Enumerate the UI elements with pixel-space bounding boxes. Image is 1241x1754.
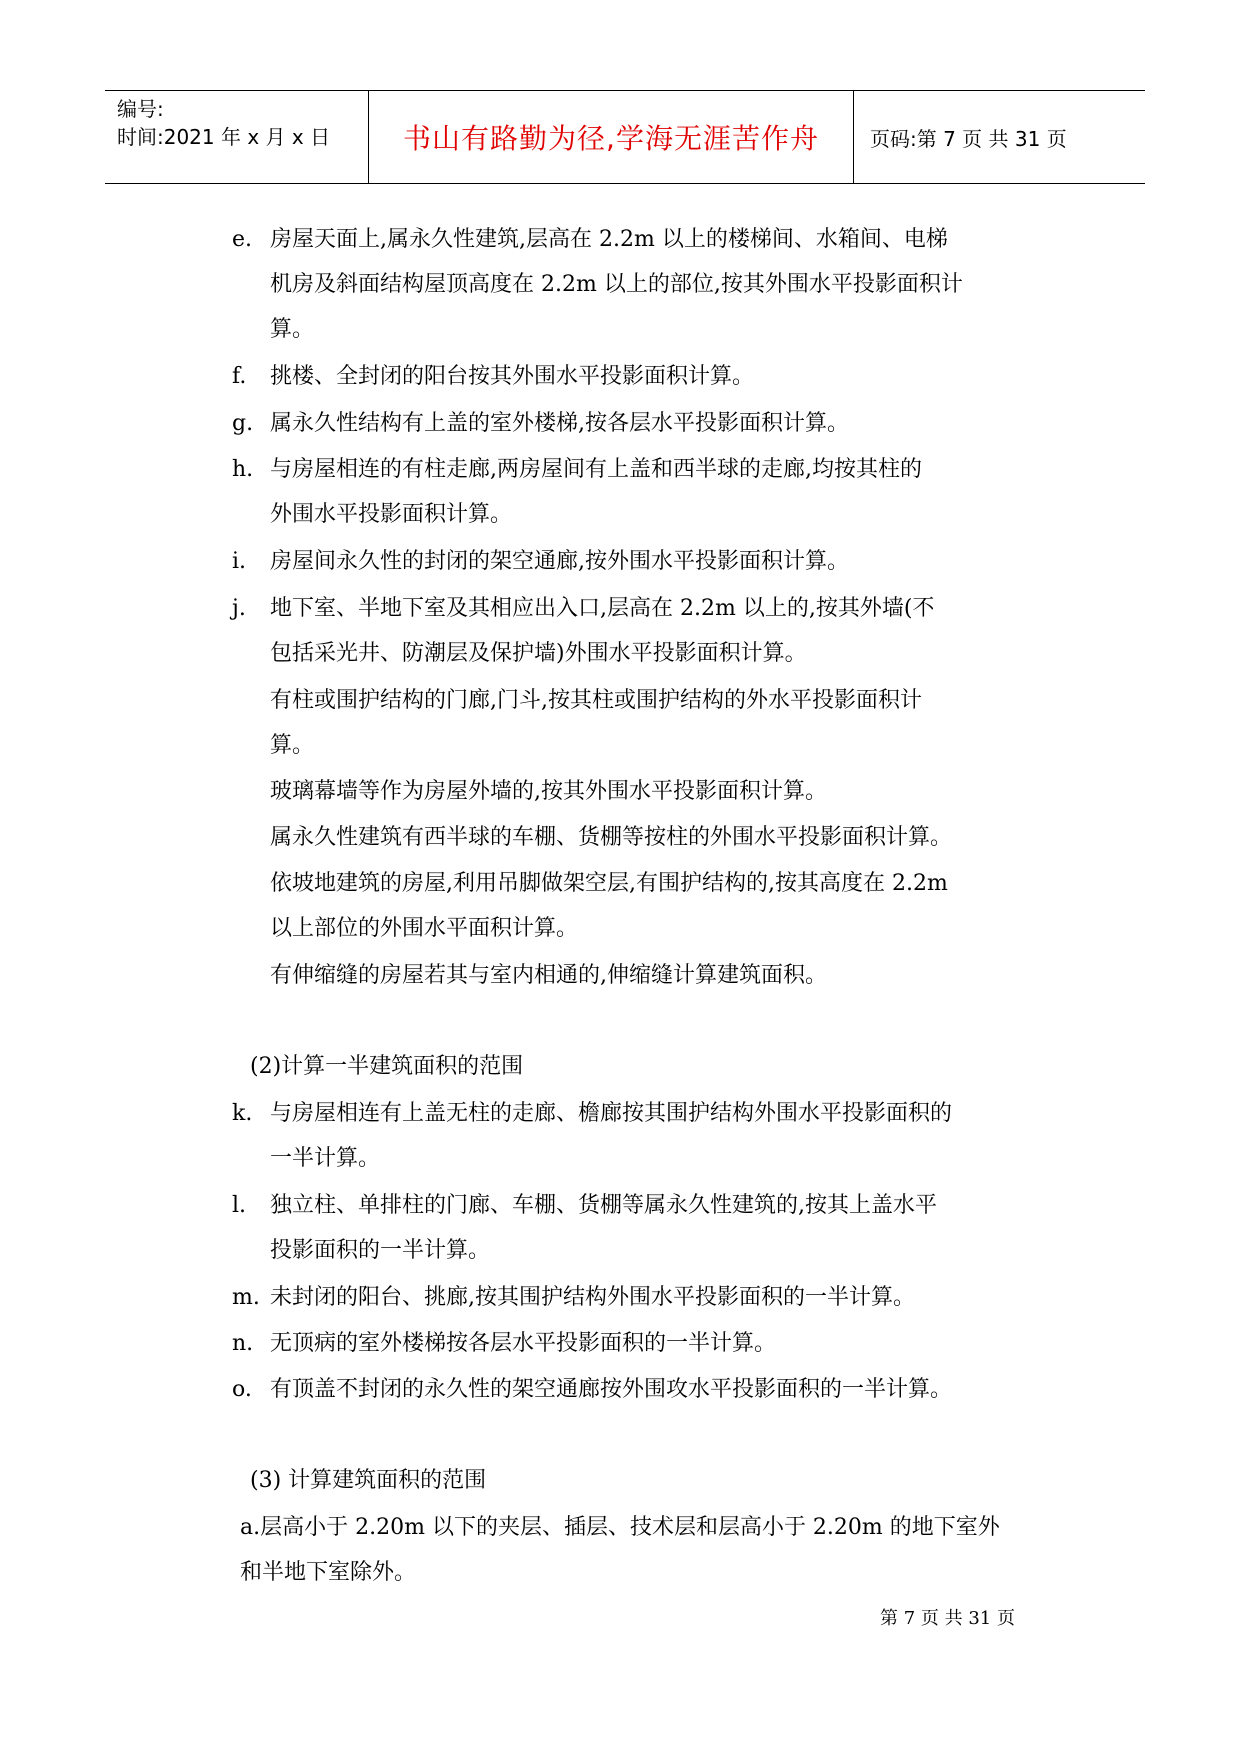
paragraph-text: 未封闭的阳台、挑廊,按其围护结构外围水平投影面积的一半计算。 bbox=[270, 1285, 915, 1310]
list-item-f bbox=[232, 362, 754, 392]
list-marker: e. bbox=[232, 227, 253, 252]
paragraph-line: 有伸缩缝的房屋若其与室内相通的,伸缩缝计算建筑面积。 bbox=[270, 963, 827, 988]
header-page-code: 页码:第 7 页 共 31 页 bbox=[870, 126, 1067, 151]
list-item-l bbox=[232, 1191, 937, 1221]
paragraph-line: 以上部位的外围水平面积计算。 bbox=[270, 916, 579, 941]
list-marker: o. bbox=[232, 1377, 252, 1402]
list-item-i bbox=[232, 547, 849, 577]
paragraph-text: 属永久性结构有上盖的室外楼梯,按各层水平投影面积计算。 bbox=[270, 411, 849, 436]
list-item-e bbox=[232, 225, 948, 255]
paragraph-text: 独立柱、单排柱的门廊、车棚、货棚等属永久性建筑的,按其上盖水平 bbox=[270, 1193, 937, 1218]
paragraph-line: 一半计算。 bbox=[270, 1146, 381, 1171]
paragraph-text: 房屋间永久性的封闭的架空通廊,按外围水平投影面积计算。 bbox=[270, 549, 849, 574]
list-item-m bbox=[232, 1283, 915, 1313]
list-marker: g. bbox=[232, 411, 254, 436]
paragraph-line: 算。 bbox=[270, 317, 315, 342]
paragraph-text: 挑楼、全封闭的阳台按其外围水平投影面积计算。 bbox=[270, 364, 755, 389]
list-marker: l. bbox=[232, 1193, 247, 1218]
list-marker: j. bbox=[232, 596, 246, 621]
paragraph-text: 有顶盖不封闭的永久性的架空通廊按外围攻水平投影面积的一半计算。 bbox=[270, 1377, 953, 1402]
list-item-n bbox=[232, 1329, 776, 1359]
list-marker: k. bbox=[232, 1101, 253, 1126]
doc-time-label: 时间:2021 年 x 月 x 日 bbox=[117, 125, 331, 149]
paragraph-line: 投影面积的一半计算。 bbox=[270, 1238, 491, 1263]
header-info-cell bbox=[105, 91, 369, 183]
doc-number-label: 编号: bbox=[117, 97, 164, 121]
list-marker: m. bbox=[232, 1285, 260, 1310]
page-footer: 第 7 页 共 31 页 bbox=[880, 1608, 1015, 1629]
list-item-k bbox=[232, 1099, 952, 1129]
paragraph-line: 依坡地建筑的房屋,利用吊脚做架空层,有围护结构的,按其高度在 2.2m bbox=[270, 871, 948, 896]
paragraph-line: 属永久性建筑有西半球的车棚、货棚等按柱的外围水平投影面积计算。 bbox=[270, 825, 953, 850]
paragraph-line: 包括采光井、防潮层及保护墙)外围水平投影面积计算。 bbox=[270, 641, 807, 666]
header-page-cell bbox=[854, 91, 1145, 183]
paragraph-text: 房屋天面上,属永久性建筑,层高在 2.2m 以上的楼梯间、水箱间、电梯 bbox=[270, 227, 948, 252]
list-marker: n. bbox=[232, 1331, 254, 1356]
list-item-h bbox=[232, 455, 922, 485]
paragraph-text: 地下室、半地下室及其相应出入口,层高在 2.2m 以上的,按其外墙(不 bbox=[270, 596, 935, 621]
section-heading-2: (2)计算一半建筑面积的范围 bbox=[250, 1054, 524, 1079]
list-item-o bbox=[232, 1375, 952, 1405]
list-marker: h. bbox=[232, 457, 254, 482]
paragraph-line: 机房及斜面结构屋顶高度在 2.2m 以上的部位,按其外围水平投影面积计 bbox=[270, 272, 963, 297]
page-header bbox=[105, 90, 1145, 184]
list-item-g bbox=[232, 409, 849, 439]
paragraph-line: a.层高小于 2.20m 以下的夹层、插层、技术层和层高小于 2.20m 的地下室外 bbox=[240, 1515, 1000, 1540]
paragraph-line: 算。 bbox=[270, 733, 315, 758]
list-item-j bbox=[232, 594, 934, 624]
paragraph-line: 有柱或围护结构的门廊,门斗,按其柱或围护结构的外水平投影面积计 bbox=[270, 688, 922, 713]
paragraph-line: 外围水平投影面积计算。 bbox=[270, 502, 513, 527]
section-heading-3: (3) 计算建筑面积的范围 bbox=[250, 1468, 487, 1493]
paragraph-line: 和半地下室除外。 bbox=[240, 1560, 417, 1585]
header-motto-cell bbox=[369, 91, 854, 183]
paragraph-text: 无顶病的室外楼梯按各层水平投影面积的一半计算。 bbox=[270, 1331, 777, 1356]
paragraph-text: 与房屋相连有上盖无柱的走廊、檐廊按其围护结构外围水平投影面积的 bbox=[270, 1101, 953, 1126]
list-marker: f. bbox=[232, 364, 247, 389]
paragraph-text: 与房屋相连的有柱走廊,两房屋间有上盖和西半球的走廊,均按其柱的 bbox=[270, 457, 922, 482]
header-motto: 书山有路勤为径,学海无涯苦作舟 bbox=[403, 122, 819, 155]
list-marker: i. bbox=[232, 549, 247, 574]
paragraph-line: 玻璃幕墙等作为房屋外墙的,按其外围水平投影面积计算。 bbox=[270, 779, 827, 804]
